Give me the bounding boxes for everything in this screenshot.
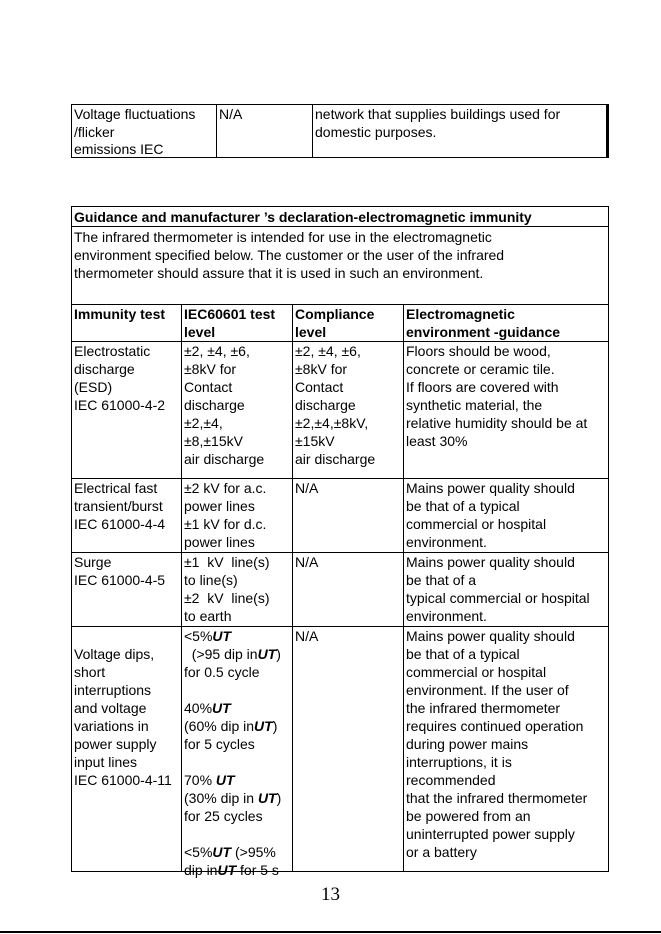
cell-line: power supply xyxy=(74,736,157,752)
cell-line: interruptions, it is xyxy=(406,754,512,770)
cell-line: IEC 61000-4-2 xyxy=(74,397,166,413)
cell-line xyxy=(184,771,292,789)
compliance-cell xyxy=(293,479,404,552)
table-header-row xyxy=(72,305,608,342)
cell-line: ±2 kV for a.c. xyxy=(184,480,267,496)
text-fragment: ) xyxy=(276,646,281,662)
text-fragment: ) xyxy=(272,718,278,734)
cell-line: ±8kV for xyxy=(184,361,237,377)
ut-label: UT xyxy=(212,844,232,860)
cell-line: Voltage fluctuations xyxy=(74,106,196,122)
header-guidance xyxy=(404,305,608,341)
page-bottom-rule xyxy=(0,931,661,933)
intro-line: environment specified below. The customer or the user of the infrared xyxy=(74,247,505,263)
cell-line: recommended xyxy=(406,772,496,788)
table-title: Guidance and manufacturer ’s declaration-electromagnetic immunity xyxy=(72,207,608,227)
cell-line: be that of a typical xyxy=(406,646,520,662)
cell-line: ±2,±4,±8kV, xyxy=(295,415,369,431)
cell-line: N/A xyxy=(295,628,319,644)
table-row xyxy=(72,627,608,878)
cell-line: Contact xyxy=(184,379,233,395)
cell-line: ±8kV for xyxy=(295,361,348,377)
cell-line: the infrared thermometer xyxy=(406,700,561,716)
cell-line: N/A xyxy=(295,554,319,570)
cell-line: for 25 cycles xyxy=(184,808,263,824)
cell-line: If floors are covered with xyxy=(406,379,559,395)
test-cell xyxy=(72,479,182,552)
header-line: IEC60601 test xyxy=(184,306,276,322)
cell-line: variations in xyxy=(74,718,149,734)
cell-line: interruptions xyxy=(74,682,152,698)
level-cell xyxy=(182,627,293,878)
cell-line: commercial or hospital xyxy=(406,516,547,532)
cell-line: Electrical fast xyxy=(74,480,158,496)
ut-label: UT xyxy=(257,646,277,662)
table-row xyxy=(72,342,608,479)
cell-line: IEC 61000-4-11 xyxy=(74,772,172,788)
cell-line: synthetic material, the xyxy=(406,397,543,413)
cell-line: ±8,±15kV xyxy=(184,433,243,449)
cell-line xyxy=(184,627,292,645)
cell-line xyxy=(184,825,292,843)
cell-line: for 5 cycles xyxy=(184,736,255,752)
cell-line: requires continued operation xyxy=(406,718,584,734)
cell-line: ±15kV xyxy=(295,433,335,449)
cell-line: Electrostatic xyxy=(74,343,151,359)
test-cell xyxy=(72,342,182,478)
ut-label: UT xyxy=(215,772,235,788)
ut-label: UT xyxy=(217,862,237,878)
immunity-table xyxy=(71,206,609,878)
cell-line: discharge xyxy=(295,397,356,413)
cell-line: Floors should be wood, xyxy=(406,343,551,359)
cell-line: power lines xyxy=(184,534,255,550)
header-line: Compliance xyxy=(295,306,375,322)
cell-line: air discharge xyxy=(184,451,265,467)
cell-line: input lines xyxy=(74,754,138,770)
cell-line: during power mains xyxy=(406,736,529,752)
cell-line: environment. xyxy=(406,534,487,550)
text-fragment: 70% xyxy=(184,772,216,788)
level-cell xyxy=(182,479,293,552)
cell-line xyxy=(184,861,292,879)
compliance-cell xyxy=(293,627,404,872)
cell-line: and voltage xyxy=(74,700,147,716)
cell-line: to earth xyxy=(184,608,232,624)
cell-line xyxy=(184,717,292,735)
cell-line xyxy=(184,699,292,717)
compliance-cell xyxy=(293,553,404,626)
header-immunity-test xyxy=(72,305,182,341)
cell-line: IEC 61000-4-5 xyxy=(74,572,166,588)
text-fragment: dip in xyxy=(184,862,218,878)
table-intro xyxy=(72,227,608,305)
cell-line: be that of a typical xyxy=(406,498,520,514)
header-line: level xyxy=(184,324,216,340)
cell-line: ±1 kV for d.c. xyxy=(184,516,267,532)
cell-line xyxy=(184,753,292,771)
cell-line: N/A xyxy=(219,106,243,122)
cell-line: air discharge xyxy=(295,451,376,467)
ut-label: UT xyxy=(254,718,273,734)
cell-line: relative humidity should be at xyxy=(406,415,588,431)
cell-line: IEC 61000-4-4 xyxy=(74,516,166,532)
header-line: Immunity test xyxy=(74,306,166,322)
text-fragment: (30% dip in xyxy=(184,790,258,806)
cell-line: Voltage dips, xyxy=(74,646,155,662)
cell-line: (ESD) xyxy=(74,379,113,395)
text-fragment: for 5 s xyxy=(236,862,279,878)
cell-line: to line(s) xyxy=(184,572,238,588)
cell-line: for 0.5 cycle xyxy=(184,664,260,680)
table-row xyxy=(72,553,608,627)
guidance-cell xyxy=(404,553,608,626)
text-fragment: 40% xyxy=(184,700,213,716)
cell-line xyxy=(184,681,292,699)
emissions-compliance-cell xyxy=(217,105,313,157)
cell-line: domestic purposes. xyxy=(315,123,437,140)
cell-line: ±2, ±4, ±6, xyxy=(184,343,250,359)
header-compliance-level xyxy=(293,305,404,341)
level-cell xyxy=(182,342,293,478)
cell-line xyxy=(184,645,292,663)
cell-line: that the infrared thermometer xyxy=(406,790,588,806)
text-fragment: (60% dip in xyxy=(184,718,255,734)
table-row xyxy=(72,479,608,553)
cell-line: discharge xyxy=(184,397,245,413)
guidance-cell xyxy=(404,342,608,478)
cell-line: be that of a xyxy=(406,572,477,588)
header-line: level xyxy=(295,324,327,340)
cell-line: be powered from an xyxy=(406,808,531,824)
page-number: 13 xyxy=(321,884,340,905)
cell-line xyxy=(184,843,292,861)
cell-line: ±2,±4, xyxy=(184,415,223,431)
ut-label: UT xyxy=(212,628,232,644)
test-cell xyxy=(72,627,182,872)
cell-line: network that supplies buildings used for xyxy=(315,106,561,122)
cell-line: ±2, ±4, ±6, xyxy=(295,343,361,359)
text-fragment: <5% xyxy=(184,844,213,860)
emissions-guidance-cell xyxy=(313,105,608,157)
cell-line xyxy=(184,789,292,807)
intro-line: The infrared thermometer is intended for use in the electromagnetic xyxy=(74,229,492,245)
guidance-cell xyxy=(404,479,608,552)
cell-line: Surge xyxy=(74,554,112,570)
ut-label: UT xyxy=(257,790,277,806)
compliance-cell xyxy=(293,342,404,478)
cell-line: least 30% xyxy=(406,433,468,449)
cell-line: ±1 kV line(s) xyxy=(184,554,270,570)
cell-line: Mains power quality should xyxy=(406,628,575,644)
text-fragment: <5% xyxy=(184,628,213,644)
cell-line: transient/burst xyxy=(74,498,163,514)
header-line: Electromagnetic xyxy=(406,306,515,322)
header-test-level xyxy=(182,305,293,341)
guidance-cell xyxy=(404,627,608,872)
cell-line: environment. If the user of xyxy=(406,682,569,698)
test-cell xyxy=(72,553,182,626)
cell-line: Mains power quality should xyxy=(406,480,575,496)
emissions-test-cell xyxy=(72,105,217,157)
cell-line: short xyxy=(74,664,106,680)
cell-line: emissions IEC xyxy=(74,141,164,157)
emissions-table-fragment xyxy=(71,104,609,158)
cell-line: uninterrupted power supply xyxy=(406,826,575,842)
cell-line: discharge xyxy=(74,361,135,377)
text-fragment: ) xyxy=(276,790,282,806)
cell-line: ±2 kV line(s) xyxy=(184,590,270,606)
cell-line: Contact xyxy=(295,379,344,395)
cell-line: concrete or ceramic tile. xyxy=(406,361,555,377)
cell-line: environment. xyxy=(406,608,487,624)
ut-label: UT xyxy=(212,700,231,716)
header-line: environment -guidance xyxy=(406,324,561,340)
level-cell xyxy=(182,553,293,626)
intro-line: thermometer should assure that it is used in such an environment. xyxy=(74,265,484,281)
cell-line: or a battery xyxy=(406,844,477,860)
text-fragment: (>95 dip in xyxy=(184,646,258,662)
cell-line: power lines xyxy=(184,498,255,514)
text-fragment: (>95% xyxy=(231,844,276,860)
cell-line: Mains power quality should xyxy=(406,554,575,570)
cell-line: /flicker xyxy=(74,123,115,140)
cell-line: commercial or hospital xyxy=(406,664,547,680)
cell-line: N/A xyxy=(295,480,319,496)
cell-line: typical commercial or hospital xyxy=(406,590,590,606)
